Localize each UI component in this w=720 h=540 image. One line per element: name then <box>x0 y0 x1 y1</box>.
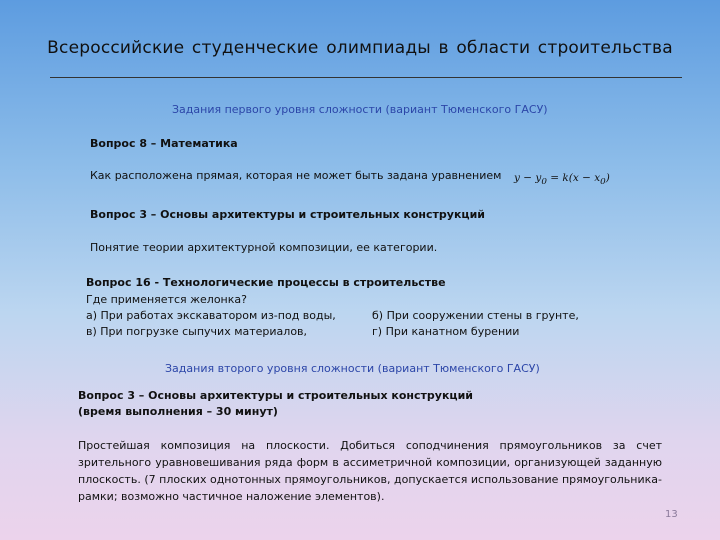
level2-q1-title: Вопрос 3 – Основы архитектуры и строительных конструкций <box>78 389 473 402</box>
level1-heading: Задания первого уровня сложности (вариант Тюменского ГАСУ) <box>172 103 548 116</box>
level1-q3-title: Вопрос 16 - Технологические процессы в строительстве <box>86 276 446 289</box>
level1-q2-title: Вопрос 3 – Основы архитектуры и строительных конструкций <box>90 208 485 221</box>
page-number: 13 <box>665 509 678 520</box>
level1-q3-option-c: в) При погрузке сыпучих материалов, <box>86 325 308 338</box>
level1-q1-text: Как расположена прямая, которая не может быть задана уравнением <box>90 169 502 182</box>
level2-q1-time: (время выполнения – 30 минут) <box>78 405 278 418</box>
level1-q2-text: Понятие теории архитектурной композиции, ее категории. <box>90 241 438 254</box>
level1-q1-title: Вопрос 8 – Математика <box>90 137 238 150</box>
level1-q3-option-b: б) При сооружении стены в грунте, <box>372 309 579 322</box>
level1-q3-question: Где применяется желонка? <box>86 293 247 306</box>
title-divider <box>50 77 682 78</box>
slide-title: Всероссийские студенческие олимпиады в области строительства <box>47 38 673 58</box>
level1-q3-option-d: г) При канатном бурении <box>372 325 520 338</box>
level1-q1-formula: $y - y_0 = k(x - x_0)$ <box>514 172 610 188</box>
level2-heading: Задания второго уровня сложности (вариант Тюменского ГАСУ) <box>165 362 540 375</box>
level1-q3-option-a: а) При работах экскаватором из-под воды, <box>86 309 336 322</box>
level2-q1-text: Простейшая композиция на плоскости. Добиться соподчинения прямоугольников за счет зрительного уравновешивания ряда форм в ассиметричной композиции, организующей заданную плоскость. (7 плоских однотонных прямоугольников, допускается использование прямоугольника-рамки; возможно частичное наложение элементов). <box>78 439 662 503</box>
